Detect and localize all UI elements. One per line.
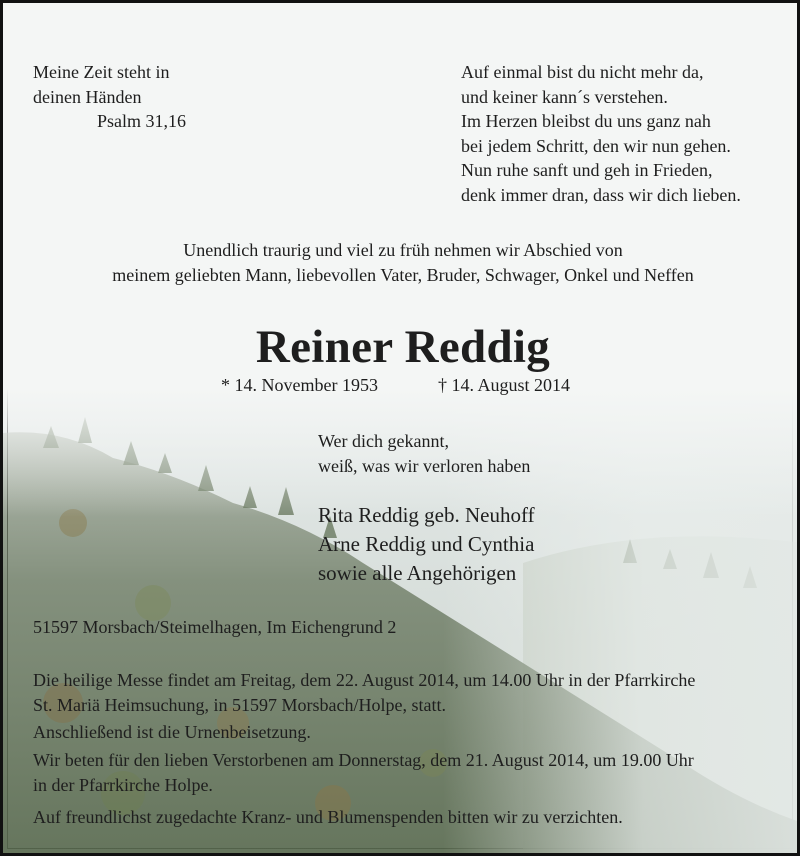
mourner-name: sowie alle Angehörigen (318, 561, 517, 585)
mourner-name: Arne Reddig und Cynthia (318, 532, 535, 556)
intro-line: meinem geliebten Mann, liebevollen Vater, Bruder, Schwager, Onkel und Neffen (112, 264, 694, 285)
service-details (33, 668, 695, 717)
detail-line: St. Mariä Heimsuchung, in 51597 Morsbach/Holpe, statt. (33, 694, 446, 715)
birth-date: * 14. November 1953 (221, 375, 378, 395)
verse-line: deinen Händen (33, 86, 142, 107)
burial-note: Anschließend ist die Urnenbeisetzung. (33, 722, 311, 742)
prayer-details (33, 748, 694, 797)
poem-line: Nun ruhe sanft und geh in Frieden, (461, 160, 713, 180)
poem-line: und keiner kann´s verstehen. (461, 86, 668, 107)
mourner-name: Rita Reddig geb. Neuhoff (318, 503, 535, 527)
intro-line: Unendlich traurig und viel zu früh nehmen wir Abschied von (183, 240, 623, 260)
mourners-list (318, 501, 535, 588)
verse-left (33, 60, 186, 134)
poem-right (461, 60, 741, 207)
poem-line: bei jedem Schritt, den wir nun gehen. (461, 135, 731, 156)
poem-line: Auf einmal bist du nicht mehr da, (461, 62, 704, 82)
verse-source: Psalm 31,16 (97, 111, 187, 131)
quote-line: weiß, was wir verloren haben (318, 455, 531, 476)
death-date: † 14. August 2014 (438, 375, 571, 395)
farewell-intro (3, 238, 800, 287)
poem-line: denk immer dran, dass wir dich lieben. (461, 184, 741, 205)
poem-line: Im Herzen bleibst du uns ganz nah (461, 111, 711, 131)
detail-line: Wir beten für den lieben Verstorbenen am Donnerstag, dem 21. August 2014, um 19.00 Uhr (33, 750, 694, 770)
memorial-quote (318, 429, 530, 478)
detail-line: in der Pfarrkirche Holpe. (33, 774, 213, 795)
family-address: 51597 Morsbach/Steimelhagen, Im Eichengrund 2 (33, 617, 397, 637)
deceased-name: Reiner Reddig (255, 321, 551, 373)
flower-request: Auf freundlichst zugedachte Kranz- und Blumenspenden bitten wir zu verzichten. (33, 807, 623, 827)
quote-line: Wer dich gekannt, (318, 431, 450, 451)
detail-line: Die heilige Messe findet am Freitag, dem 22. August 2014, um 14.00 Uhr in der Pfarrkirche (33, 670, 696, 690)
verse-line: Meine Zeit steht in (33, 62, 170, 82)
